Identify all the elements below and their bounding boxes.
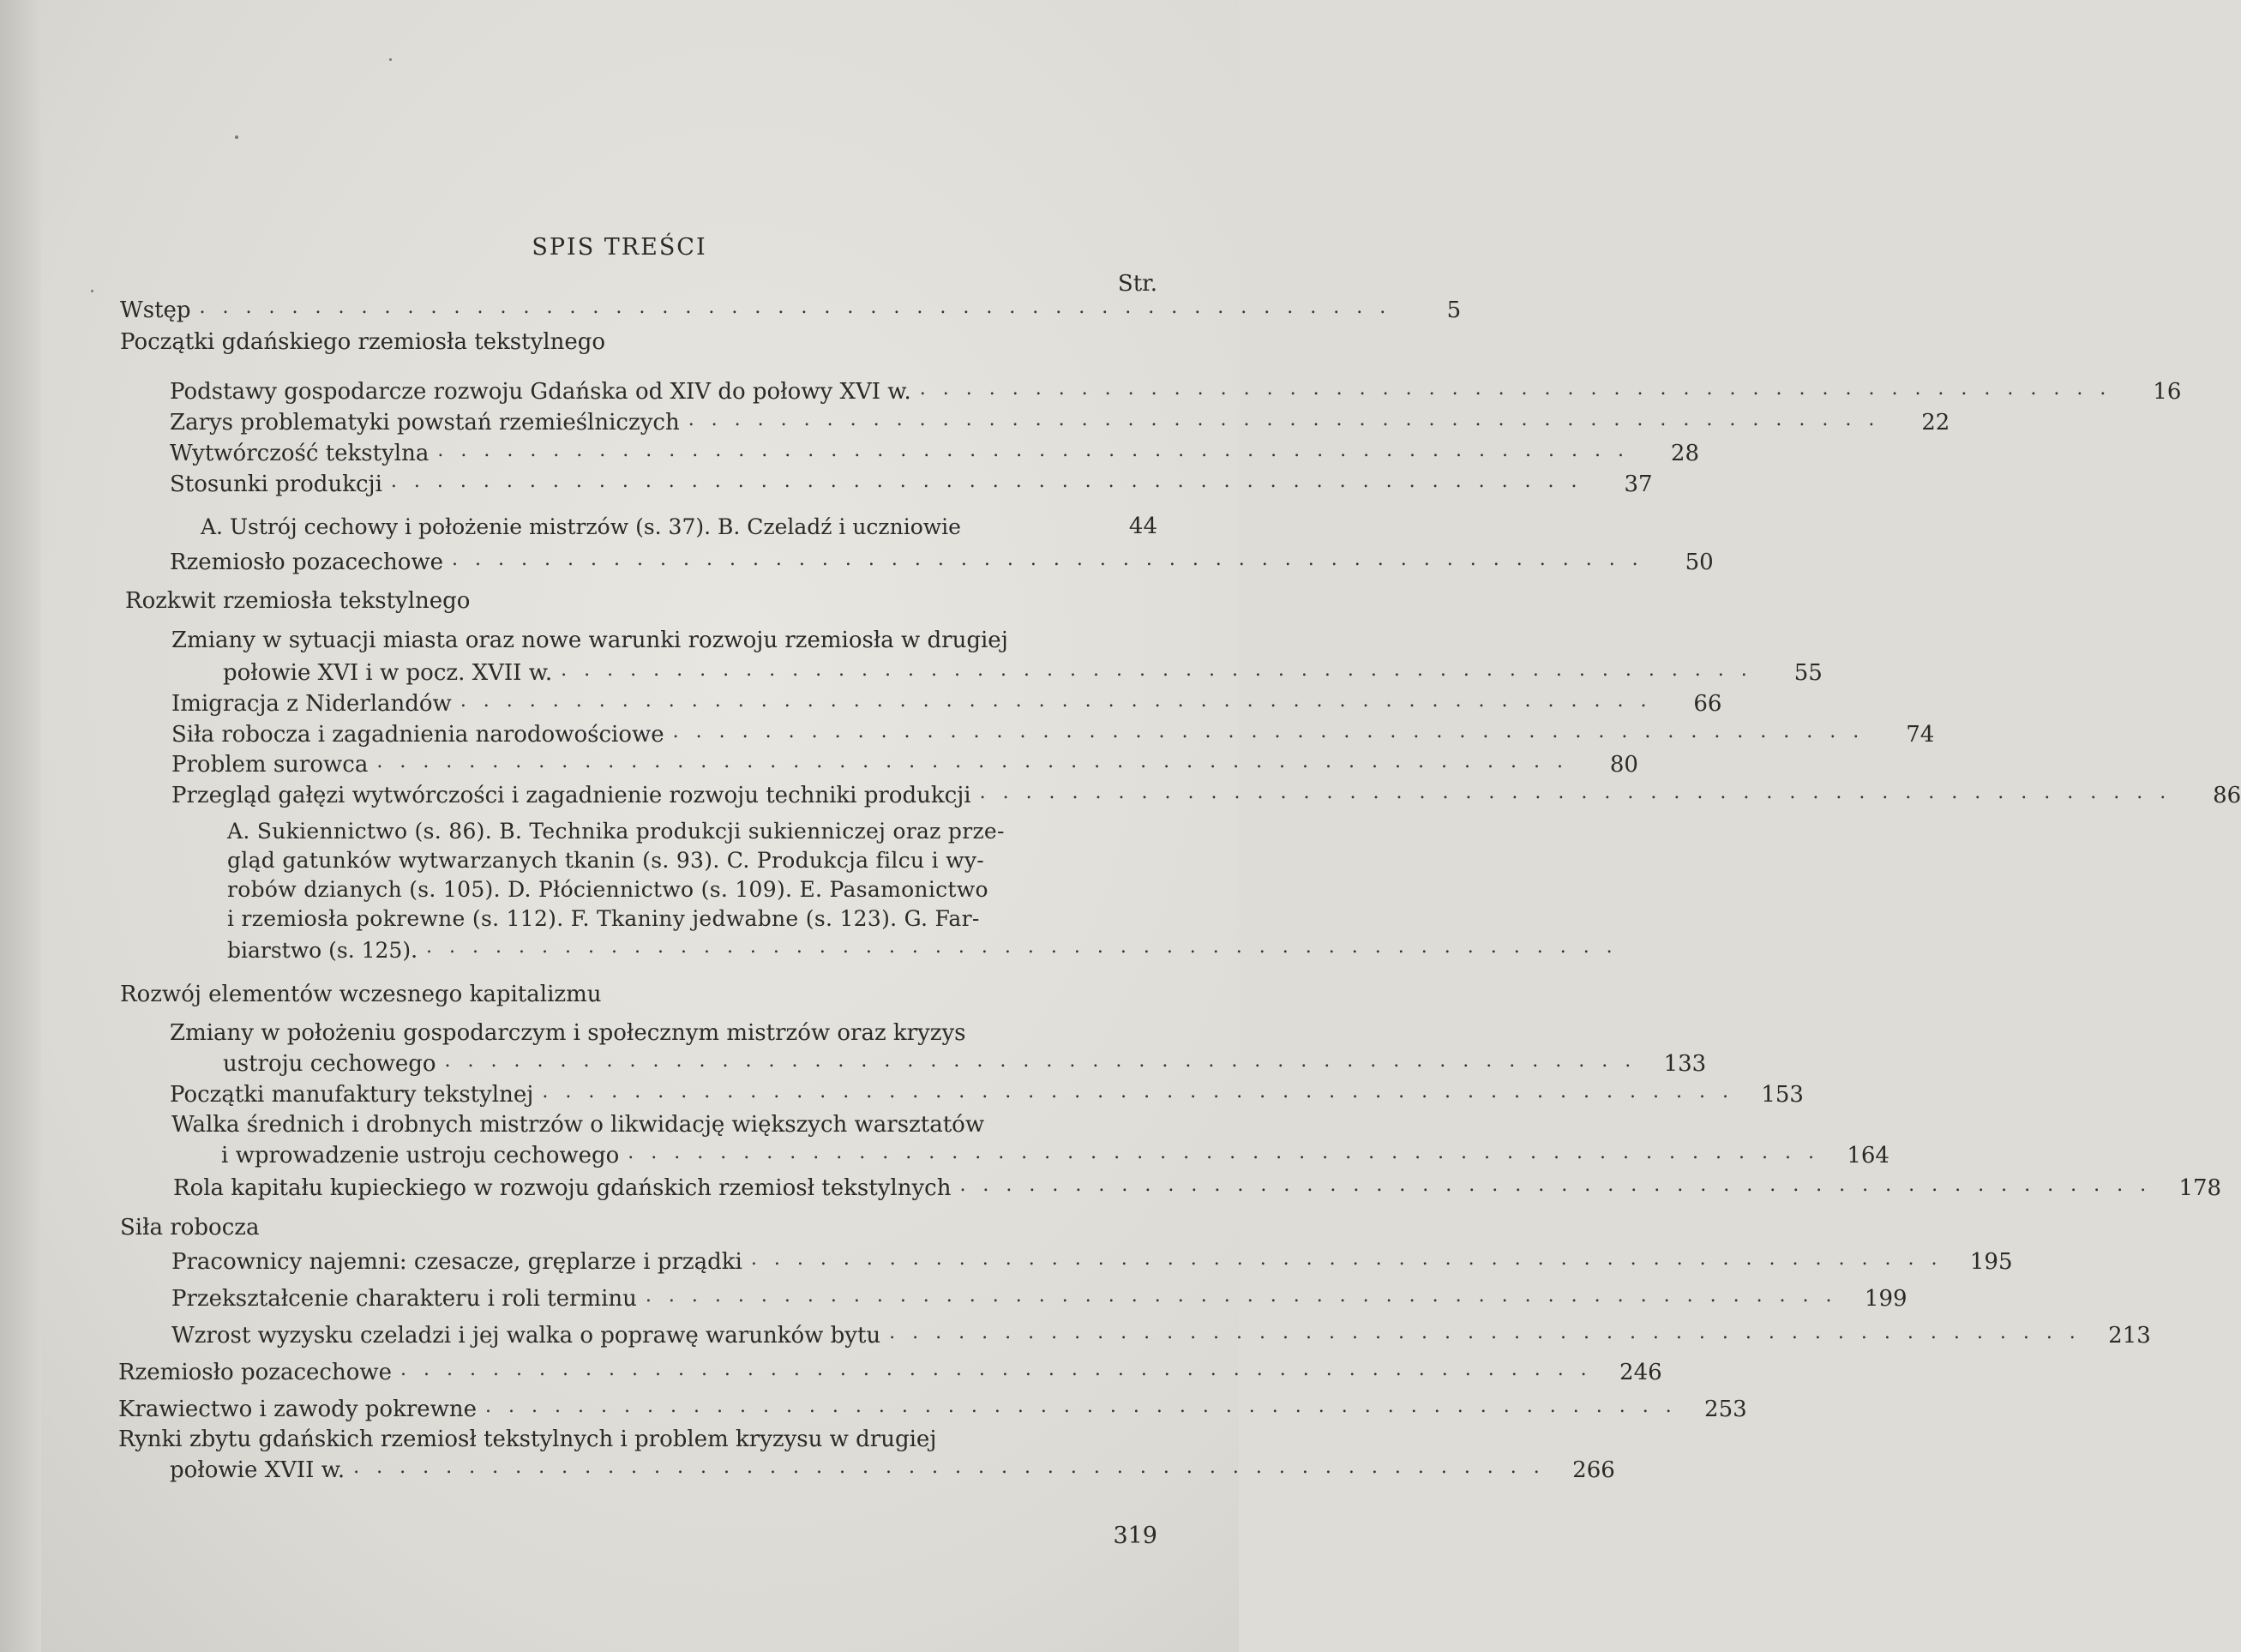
leader-dots: .................................................... (444, 1050, 1649, 1072)
toc-entry-page: 80 (1609, 752, 1638, 778)
leader-dots: .................................................... (485, 1396, 1689, 1417)
toc-entry-label[interactable]: Zmiany w położeniu gospodarczym i społecznym mistrzów oraz kryzys (170, 1020, 966, 1046)
toc-entry-page: 16 (2153, 379, 2182, 405)
toc-entry[interactable] (170, 437, 1699, 466)
paper-speck (91, 290, 93, 292)
leader-dots: .................................................... (390, 471, 1595, 492)
toc-entry[interactable] (170, 375, 2182, 405)
toc-entry[interactable] (227, 934, 1630, 963)
toc-entry-label: Stosunki produkcji (170, 472, 382, 497)
toc-entry-page: 213 (2108, 1323, 2151, 1349)
leader-dots: .................................................... (628, 1142, 1831, 1163)
leader-dots: .................................................... (437, 440, 1641, 461)
toc-entry[interactable] (201, 510, 1157, 539)
toc-entry-page: 199 (1864, 1286, 1908, 1312)
toc-entry[interactable] (170, 468, 1653, 497)
toc-entry-label: Wstęp (120, 297, 191, 323)
toc-entry-label: Przekształcenie charakteru i roli terminu (171, 1286, 637, 1312)
leader-dots: .................................................... (959, 1174, 2164, 1196)
toc-section-heading[interactable]: Siła robocza (120, 1215, 260, 1241)
toc-entry-label: A. Ustrój cechowy i położenie mistrzów (s. 37). B. Czeladź i uczniowie (201, 514, 961, 539)
leader-dots: .................................................... (889, 1322, 2093, 1343)
toc-entry[interactable] (170, 1454, 1615, 1483)
toc-entry-label: Imigracja z Niderlandów (171, 691, 452, 717)
toc-subsection-line: A. Sukiennictwo (s. 86). B. Technika produkcji sukienniczej oraz prze- (227, 819, 1005, 844)
toc-entry-page: 37 (1624, 472, 1653, 497)
toc-entry-page: 86 (2213, 783, 2241, 808)
toc-entry[interactable] (118, 1393, 1747, 1422)
leader-dots: .................................................... (199, 297, 1403, 318)
toc-entry-page: 55 (1793, 660, 1823, 686)
toc-entry-page: 164 (1847, 1143, 1890, 1168)
toc-entry-page: 133 (1663, 1051, 1707, 1077)
toc-entry[interactable] (120, 294, 1462, 323)
toc-entry-label[interactable]: Rynki zbytu gdańskich rzemiosł tekstylnych i problem kryzysu w drugiej (118, 1427, 937, 1452)
toc-entry[interactable] (171, 1283, 1908, 1312)
toc-entry-label: Zarys problematyki powstań rzemieślniczych (170, 410, 680, 436)
toc-entry-page: 44 (1128, 514, 1157, 539)
toc-entry-label-continued: połowie XVII w. (170, 1457, 345, 1483)
leader-dots: .................................................... (919, 378, 2124, 399)
toc-entry-page: 195 (1969, 1249, 2013, 1275)
paper-speck (389, 58, 392, 61)
toc-entry-page: 246 (1619, 1360, 1662, 1385)
toc-entry-label: Problem surowca (171, 752, 369, 778)
toc-entry-label: Wzrost wyzysku czeladzi i jej walka o poprawę warunków bytu (171, 1323, 881, 1349)
toc-entry[interactable] (223, 1048, 1707, 1077)
toc-entry-label-continued: i wprowadzenie ustroju cechowego (221, 1143, 620, 1168)
toc-entry[interactable] (223, 657, 1823, 686)
toc-subsection-line: biarstwo (s. 125). (227, 938, 418, 963)
toc-entry-label[interactable]: Walka średnich i drobnych mistrzów o likwidację większych warsztatów (171, 1112, 985, 1138)
toc-entry-page: 28 (1670, 441, 1699, 466)
toc-entry-label: Wytwórczość tekstylna (170, 441, 430, 466)
toc-entry-page: 178 (2178, 1175, 2222, 1201)
toc-entry[interactable] (171, 1319, 2151, 1349)
page-title: SPIS TREŚCI (532, 234, 707, 261)
leader-dots: .................................................... (460, 690, 1664, 712)
toc-section-heading[interactable]: Początki gdańskiego rzemiosła tekstylnego (120, 329, 606, 355)
toc-entry-label-continued: połowie XVI i w pocz. XVII w. (223, 660, 553, 686)
toc-entry[interactable] (173, 1172, 2222, 1201)
toc-entry-label: Krawiectwo i zawody pokrewne (118, 1397, 478, 1422)
toc-entry-label: Siła robocza i zagadnienia narodowościowe (171, 722, 664, 748)
toc-entry[interactable] (170, 406, 1950, 436)
toc-entry[interactable] (118, 1356, 1662, 1385)
toc-entry[interactable] (171, 1246, 2013, 1275)
leader-dots: .................................................... (542, 1081, 1745, 1102)
leader-dots: .................................................... (452, 549, 1655, 570)
toc-entry-page: 253 (1704, 1397, 1747, 1422)
toc-entry[interactable] (171, 779, 2241, 808)
toc-entry-label: Przegląd gałęzi wytwórczości i zagadnienie rozwoju techniki produkcji (171, 783, 971, 808)
leader-dots: .................................................... (353, 1457, 1557, 1478)
toc-entry[interactable] (171, 718, 1935, 748)
toc-entry-page: 74 (1906, 722, 1935, 748)
toc-entry[interactable] (221, 1139, 1890, 1168)
leader-dots: .................................................... (376, 751, 1580, 772)
toc-entry-label: Początki manufaktury tekstylnej (170, 1082, 534, 1108)
toc-entry[interactable] (170, 1078, 1804, 1108)
toc-subsection-line: robów dzianych (s. 105). D. Płóciennictwo (s. 109). E. Pasamonictwo (227, 877, 988, 902)
toc-entry-page: 5 (1446, 297, 1462, 323)
toc-entry[interactable] (171, 748, 1638, 778)
leader-dots: .................................................... (688, 409, 1892, 430)
page-column-label: Str. (1117, 271, 1157, 297)
paper-speck (235, 135, 238, 139)
toc-entry-page: 266 (1572, 1457, 1615, 1483)
toc-entry-label[interactable]: Zmiany w sytuacji miasta oraz nowe warunki rozwoju rzemiosła w drugiej (171, 628, 1008, 653)
leader-dots: .................................................... (750, 1248, 1955, 1270)
toc-entry-label: Podstawy gospodarcze rozwoju Gdańska od XIV do połowy XVI w. (170, 379, 911, 405)
leader-dots: .................................................... (561, 659, 1764, 681)
toc-entry-page: 50 (1685, 550, 1714, 575)
toc-entry-label: Pracownicy najemni: czesacze, gręplarze i prządki (171, 1249, 742, 1275)
leader-dots: .................................................... (672, 721, 1877, 742)
toc-entry[interactable] (170, 546, 1714, 575)
toc-section-heading[interactable]: Rozkwit rzemiosła tekstylnego (125, 588, 471, 614)
toc-section-heading[interactable]: Rozwój elementów wczesnego kapitalizmu (120, 982, 602, 1007)
toc-entry-page: 153 (1761, 1082, 1804, 1108)
page-number: 319 (1113, 1523, 1157, 1549)
toc-entry-label: Rzemiosło pozacechowe (118, 1360, 393, 1385)
toc-entry-page: 66 (1693, 691, 1722, 717)
leader-dots: .................................................... (979, 782, 2184, 803)
toc-entry-label: Rzemiosło pozacechowe (170, 550, 444, 575)
toc-subsection-line: gląd gatunków wytwarzanych tkanin (s. 93). C. Produkcja filcu i wy- (227, 848, 985, 873)
toc-entry-label-continued: ustroju cechowego (223, 1051, 436, 1077)
leader-dots: .................................................... (645, 1285, 1849, 1307)
toc-entry[interactable] (171, 688, 1722, 717)
leader-dots: .................................................... (400, 1359, 1604, 1380)
leader-dots: .................................................... (426, 936, 1630, 958)
toc-entry-label: Rola kapitału kupieckiego w rozwoju gdańskich rzemiosł tekstylnych (173, 1175, 952, 1201)
toc-entry-page: 22 (1921, 410, 1950, 436)
toc-subsection-line: i rzemiosła pokrewne (s. 112). F. Tkaniny jedwabne (s. 123). G. Far- (227, 906, 980, 931)
